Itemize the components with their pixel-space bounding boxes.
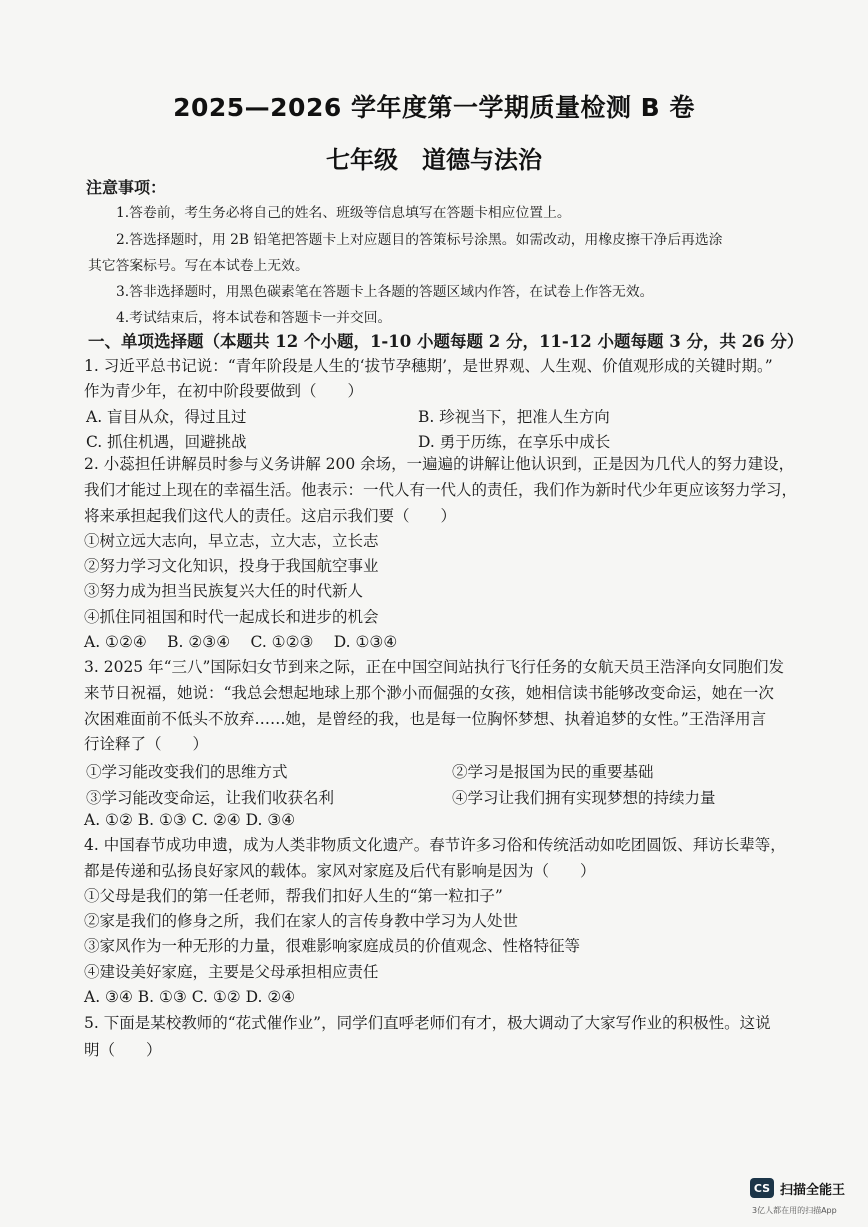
question-1-stem: 1. 习近平总书记说：“青年阶段是人生的‘拔节孕穗期’，是世界观、人生观、价值观形成的关键时期。” <box>84 357 773 375</box>
question-4-stem: 4. 中国春节成功申遗，成为人类非物质文化遗产。春节许多习俗和传统活动如吃团圆饭、拜访长辈等， <box>84 836 786 854</box>
watermark-name: 扫描全能王 <box>780 1182 846 1198</box>
question-2-stem: 将来承担起我们这代人的责任。这启示我们要（ ） <box>84 507 457 525</box>
section-heading: 一、单项选择题（本题共 12 个小题，1-10 小题每题 2 分，11-12 小题每题 3 分，共 26 分） <box>88 332 804 351</box>
question-4-item: ③家风作为一种无形的力量，很难影响家庭成员的价值观念、性格特征等 <box>84 937 581 955</box>
notice-heading: 注意事项： <box>86 178 167 197</box>
question-1-option-c: C. 抓住机遇，回避挑战 <box>86 433 247 451</box>
question-5-stem: 明（ ） <box>84 1041 162 1059</box>
notice-item: 4.考试结束后，将本试卷和答题卡一并交回。 <box>116 310 392 326</box>
question-3-item: ③学习能改变命运，让我们收获名利 <box>86 789 335 807</box>
question-1-option-a: A. 盲目从众，得过且过 <box>86 408 247 426</box>
question-3-stem: 次困难面前不低头不放弃……她，是曾经的我，也是每一位胸怀梦想、执着追梦的女性。”王浩泽用言 <box>84 710 767 728</box>
question-2-item: ③努力成为担当民族复兴大任的时代新人 <box>84 582 364 600</box>
question-2-item: ②努力学习文化知识，投身于我国航空事业 <box>84 557 379 575</box>
question-3-item: ②学习是报国为民的重要基础 <box>452 763 654 781</box>
question-3-item: ①学习能改变我们的思维方式 <box>86 763 288 781</box>
question-3-item: ④学习让我们拥有实现梦想的持续力量 <box>452 789 716 807</box>
question-3-answers: A. ①② B. ①③ C. ②④ D. ③④ <box>84 811 296 829</box>
exam-title: 2025—2026 学年度第一学期质量检测 B 卷 <box>173 93 695 122</box>
question-2-item: ①树立远大志向，早立志，立大志，立长志 <box>84 532 379 550</box>
question-2-item: ④抓住同祖国和时代一起成长和进步的机会 <box>84 608 379 626</box>
exam-subtitle: 七年级 道德与法治 <box>326 146 542 174</box>
question-4-answers: A. ③④ B. ①③ C. ①② D. ②④ <box>84 988 296 1006</box>
question-1-option-b: B. 珍视当下，把准人生方向 <box>418 408 610 426</box>
question-4-stem: 都是传递和弘扬良好家风的载体。家风对家庭及后代有影响是因为（ ） <box>84 862 596 880</box>
question-3-stem: 3. 2025 年“三八”国际妇女节到来之际，正在中国空间站执行飞行任务的女航天员王浩泽向女同胞们发 <box>84 658 784 676</box>
question-1-stem: 作为青少年，在初中阶段要做到（ ） <box>84 382 364 400</box>
notice-item: 2.答选择题时，用 2B 铅笔把答题卡上对应题目的答策标号涂黑。如需改动，用橡皮擦干净后再选涂 <box>116 232 723 248</box>
notice-item: 1.答卷前，考生务必将自己的姓名、班级等信息填写在答题卡相应位置上。 <box>116 205 571 221</box>
question-4-item: ②家是我们的修身之所，我们在家人的言传身教中学习为人处世 <box>84 912 519 930</box>
question-5-stem: 5. 下面是某校教师的“花式催作业”，同学们直呼老师们有才，极大调动了大家写作业的积极性。这说 <box>84 1014 771 1032</box>
question-2-answers: A. ①②④ B. ②③④ C. ①②③ D. ①③④ <box>84 633 398 651</box>
watermark-subtitle: 3亿人都在用的扫描App <box>752 1206 837 1215</box>
question-3-stem: 来节日祝福，她说：“我总会想起地球上那个渺小而倔强的女孩，她相信读书能够改变命运，她在一次 <box>84 684 774 702</box>
question-3-stem: 行诠释了（ ） <box>84 735 209 753</box>
scanner-watermark <box>750 1178 845 1198</box>
question-4-item: ④建设美好家庭，主要是父母承担相应责任 <box>84 963 379 981</box>
question-2-stem: 我们才能过上现在的幸福生活。他表示：一代人有一代人的责任，我们作为新时代少年更应该努力学习， <box>84 481 798 499</box>
notice-item: 3.答非选择题时，用黑色碳素笔在答题卡上各题的答题区域内作答，在试卷上作答无效。 <box>116 284 654 300</box>
question-4-item: ①父母是我们的第一任老师，帮我们扣好人生的“第一粒扣子” <box>84 887 503 905</box>
question-1-option-d: D. 勇于历练，在享乐中成长 <box>418 433 611 451</box>
notice-item: 其它答案标号。写在本试卷上无效。 <box>88 258 309 274</box>
camscanner-logo-icon: CS <box>750 1178 774 1198</box>
question-2-stem: 2. 小蕊担任讲解员时参与义务讲解 200 余场，一遍遍的讲解让他认识到，正是因为几代人的努力建设， <box>84 455 795 473</box>
